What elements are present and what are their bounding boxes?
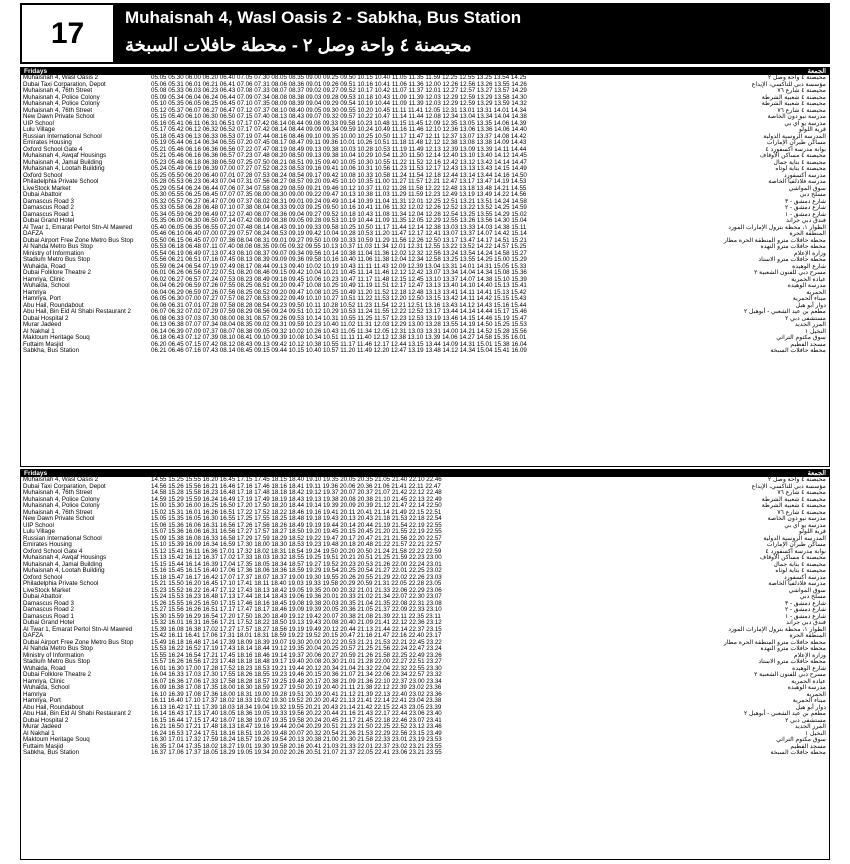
stop-name-en: New Dawn Private School <box>23 515 95 522</box>
stop-name-ar: مسجد الفطيم <box>790 340 826 348</box>
stop-name-ar: شارع دمشق - ١ <box>784 210 826 218</box>
stop-times: 15.13 15.42 16.12 16.37 17.02 17.33 18.03 18.32 18.55 19.25 19.51 20.21 20.51 21.25 21.59 22.23 23.00 <box>151 554 442 561</box>
stop-name-en: Damascus Road 1 <box>23 210 74 218</box>
stop-name-en: Muhaisnah 4, 76th Street <box>23 489 93 496</box>
stop-name-ar: محطة حافلات مترو الاستاد <box>758 658 826 665</box>
stop-times: 05.17 05.42 06.12 06.32 06.52 07.17 07.42 08.14 08.44 09.09 09.34 09.59 10.24 10.49 11.16 11.46 12.10 12.36 13.06 13.36 14.06 14.40 <box>151 126 527 133</box>
stop-name-ar: ميناء الحمرية <box>792 697 826 704</box>
stop-name-en: Futtaim Masjid <box>23 340 64 348</box>
stop-name-ar: مستشفى دبي ٢ <box>785 314 826 322</box>
stop-times: 05.09 05.34 06.04 06.24 06.44 07.09 07.34 08.08 08.38 09.03 09.28 09.53 10.18 10.43 11.09 11.39 12.03 12.29 12.59 13.29 13.58 14.30 <box>151 93 527 101</box>
stop-times: 05.54 06.19 06.49 07.13 07.43 08.10 08.37 09.07 09.34 09.56 10.14 10.38 11.04 11.36 12.02 12.32 12.56 13.24 13.54 14.24 14.58 15.27 <box>151 249 527 257</box>
stop-times: 15.05 15.35 16.05 16.30 16.55 17.25 17.55 18.25 18.48 19.18 19.43 20.13 20.43 21.18 21.53 22.18 22.54 <box>151 515 442 522</box>
stop-times: 05.34 05.59 06.29 06.49 07.12 07.40 08.07 08.36 09.04 09.27 09.52 10.18 10.43 11.08 11.34 12.04 12.28 12.54 13.25 13.55 14.29 15.02 <box>151 210 527 218</box>
stop-name-en: Al Nahda Metro Bus Stop <box>23 645 93 652</box>
stop-times: 06.01 06.26 06.56 07.22 07.51 08.20 08.46 09.15 09.42 10.04 10.21 10.45 11.14 11.46 12.12 12.42 13.07 13.34 14.04 14.34 15.08 15.36 <box>151 269 527 276</box>
stop-name-en: Wuhaida, Road <box>23 664 66 672</box>
stop-name-en: Dubai Abattoir <box>23 593 62 600</box>
stop-name-ar: شارع دمشق - ٢ <box>784 606 826 613</box>
stop-times: 06.06 06.31 07.01 07.28 07.58 08.28 08.54 09.23 09.50 10.11 10.28 10.52 11.23 11.54 12.21 12.51 13.16 13.43 14.12 14.43 15.16 15.44 <box>151 301 527 309</box>
stop-name-ar: محيصنة ٤ شعبية الشرطة <box>761 502 826 509</box>
stop-name-ar: سوق المواشي <box>788 184 826 192</box>
timetable-section-2 <box>20 469 830 860</box>
stop-name-en: Stadium Metro Bus Stop <box>23 256 91 263</box>
stop-times: 15.57 16.26 16.56 17.23 17.48 18.18 18.48 19.17 19.40 20.08 20.30 21.01 21.28 22.00 22.27 22.51 23.27 <box>151 658 442 665</box>
stop-times: 15.24 15.53 16.23 16.48 17.13 17.44 18.14 18.43 19.06 19.36 20.01 20.33 21.02 21.34 22.07 22.30 23.07 <box>151 593 442 600</box>
stop-name-ar: محيصنة ٤ بناية جمال <box>773 560 826 568</box>
stop-times: 15.30 15.59 16.29 16.54 17.20 17.50 18.20 18.49 19.12 19.42 20.07 20.38 21.08 21.39 22.11 22.35 23.11 <box>151 612 441 620</box>
stop-name-en: Dubai Airport Free Zone Metro Bus Stop <box>23 638 134 646</box>
stop-name-en: Emirates Housing <box>23 139 72 146</box>
stop-name-en: DAFZA <box>23 632 44 639</box>
stop-name-ar: محطة حافلات مترو المنطقة الحرة مطار <box>723 236 826 244</box>
section-label-en: Fridays <box>24 68 48 75</box>
stop-name-en: Muhaisnah 4, Police Colony <box>23 495 100 503</box>
stop-name-en: Futtaim Masjid <box>23 742 64 750</box>
stop-name-en: Russian International School <box>23 534 102 542</box>
stop-name-en: UIP School <box>23 119 54 127</box>
stop-name-ar: محيصنة ٤ بناية لوتاه <box>775 165 826 172</box>
stop-name-en: Hamriya <box>23 690 47 698</box>
stop-name-ar: محطة حافلات مترو النهدة <box>760 243 826 250</box>
stop-times: 16.01 16.30 17.00 17.28 17.52 18.23 18.53 19.21 19.44 20.12 20.34 21.04 21.32 22.04 22.32 22.55 23.30 <box>151 664 442 672</box>
stop-name-ar: محطة حافلات مترو النهدة <box>760 645 826 652</box>
stop-name-en: Dubai Hospital 2 <box>23 716 69 724</box>
stop-name-ar: قرية اللولو <box>798 126 826 133</box>
stop-name-ar: عيادة الحمرية <box>791 677 826 685</box>
stop-name-en: Dubai Abattoir <box>23 191 62 198</box>
stop-times: 05.05 05.30 06.00 06.20 06.40 07.05 07.30 08.05 08.35 09.00 09.25 09.50 10.15 10.40 11.05 11.35 11.59 12.25 12.55 13.25 13.54 14.25 <box>151 74 527 81</box>
stop-name-en: Abu Hail, Roundabout <box>23 301 84 309</box>
stop-name-ar: المرر الجديد <box>794 723 826 730</box>
stop-times: 05.40 06.05 06.35 06.55 07.20 07.48 08.14 08.43 09.10 09.33 09.58 10.25 10.50 11.17 11.44 12.14 12.38 13.03 13.33 14.03 14.38 15.11 <box>151 223 527 231</box>
stop-name-en: LiveStock Market <box>23 184 71 192</box>
stop-name-ar: شارع دمشق - ٢ <box>784 204 826 211</box>
stop-times: 15.18 15.47 16.17 16.42 17.07 17.37 18.07 18.37 19.00 19.30 19.55 20.26 20.55 21.29 22.02 22.26 23.03 <box>151 573 442 581</box>
stop-name-ar: بوابة مدرسة أكسفورد ٤ <box>765 145 826 153</box>
stop-name-en: Oxford School Gate 4 <box>23 547 83 555</box>
route-title-en: Muhaisnah 4, Wasl Oasis 2 - Sabkha, Bus Station <box>125 8 522 27</box>
stop-name-ar: فندق دبي جراند <box>786 619 826 626</box>
stop-times: 06.14 06.39 07.09 07.37 08.07 08.38 09.05 09.32 10.02 10.26 10.43 11.05 11.34 12.05 12.31 13.03 13.31 14.00 14.21 14.52 15.28 15.56 <box>151 327 527 335</box>
stop-times: 05.35 06.00 06.30 06.50 07.14 07.42 08.09 08.38 09.05 09.28 09.53 10.19 10.44 11.09 11.35 12.05 12.29 12.55 13.26 13.56 14.30 15.04 <box>151 217 527 224</box>
stop-name-ar: قرية اللولو <box>798 528 826 535</box>
stop-name-ar: مؤسسة دبي للتاكسي، الإيداع <box>751 482 826 490</box>
stop-name-en: Muhaisnah 4, 76th Street <box>23 87 93 94</box>
stop-times: 15.39 16.08 16.38 17.02 17.27 17.57 18.27 18.56 19.19 19.49 20.12 20.44 21.13 21.44 22.14 22.37 23.15 <box>151 625 442 633</box>
stop-name-en: LiveStock Market <box>23 586 71 594</box>
stop-name-ar: فندق دبي جراند <box>786 217 826 224</box>
stop-times: 05.18 05.43 06.13 06.33 06.53 07.19 07.44 08.16 08.46 09.10 09.35 10.00 10.25 10.50 11.17 11.47 12.11 12.37 13.07 13.37 14.08 14.42 <box>151 132 527 140</box>
stop-times: 05.50 06.15 06.45 07.07 07.36 08.04 08.31 09.01 09.27 09.50 10.09 10.33 10.59 11.29 11.56 12.26 12.50 13.17 13.47 14.17 14.51 15.21 <box>151 236 527 244</box>
stop-name-en: Hamriya, Clinic <box>23 275 65 283</box>
stop-times: 15.27 15.56 16.26 16.51 17.17 17.47 18.17 18.46 19.09 19.39 20.05 20.36 21.05 21.37 22.09 22.33 23.10 <box>151 606 442 613</box>
route-title-ar: محيصنة ٤ واحة وصل ٢ - محطة حافلات السبخة <box>125 35 472 55</box>
stop-name-en: Philadelphia Private School <box>23 178 99 185</box>
stop-name-en: New Dawn Private School <box>23 113 95 120</box>
stop-list <box>21 477 829 757</box>
stop-name-ar: مسرح دبي للفنون الشعبية ٢ <box>754 269 826 276</box>
stop-name-en: Al Twar 1, Emarat Pertol Stn-Al Mawred <box>23 223 133 231</box>
stop-name-ar: مدرسة أكسفورد <box>783 171 826 179</box>
stop-name-en: Muhaisnah 4, Awqaf Housings <box>23 554 107 561</box>
stop-times: 05.19 05.44 06.14 06.34 06.55 07.20 07.45 08.17 08.47 09.11 09.36 10.01 10.26 10.51 11.18 11.48 12.12 12.38 13.08 13.38 14.09 14.43 <box>151 139 527 146</box>
section-label-ar: الجمعة <box>807 470 826 477</box>
stop-times: 05.56 06.21 06.51 07.16 07.45 08.13 08.39 09.09 09.36 09.58 10.16 10.40 11.06 11.38 12.04 12.34 12.58 13.25 13.55 14.25 15.00 15.29 <box>151 256 527 263</box>
stop-name-en: Stadium Metro Bus Stop <box>23 658 91 665</box>
stop-name-ar: محيصنة ٤ شعبية الشرطة <box>761 100 826 107</box>
stop-row <box>21 750 829 757</box>
stop-times: 06.20 06.45 07.15 07.42 08.12 08.43 09.13 09.42 10.12 10.38 10.55 11.17 11.46 12.17 12.44 13.15 13.44 14.09 14.31 15.01 15.38 16.04 <box>151 340 527 348</box>
stop-name-en: Sabkha, Bus Station <box>23 749 80 756</box>
stop-name-ar: المدرسة الروسية الدولية <box>763 132 826 140</box>
stop-times: 14.56 15.26 15.56 16.21 16.46 17.16 17.46 18.16 18.41 19.11 19.36 20.06 20.36 21.06 21.41 22.11 22.47 <box>151 482 441 490</box>
stop-name-en: Lulu Village <box>23 528 55 535</box>
stop-times: 05.46 06.10 06.40 07.00 07.29 07.57 08.24 08.53 09.19 09.42 10.04 10.28 10.53 11.20 11.47 12.17 12.41 13.07 13.37 14.07 14.42 15.14 <box>151 230 527 237</box>
stop-name-ar: وزارة الإعلام <box>793 249 826 257</box>
stop-name-en: Hamriya, Port <box>23 295 61 302</box>
stop-name-ar: الطوار ١، محطة بترول الإمارات المورد <box>728 625 826 633</box>
stop-times: 06.13 06.38 07.07 07.34 08.04 08.35 09.02 09.31 09.59 10.23 10.40 11.02 11.31 12.03 12.29 13.00 13.28 13.55 14.19 14.50 15.25 15.53 <box>151 321 527 328</box>
stop-name-ar: بوابة مدرسة أكسفورد ٤ <box>765 547 826 555</box>
stop-name-ar: مدرسة الوهيدة <box>787 282 826 289</box>
stop-name-ar: محيصنة ٤ بناية لوتاه <box>775 567 826 574</box>
stop-name-en: Hamriya, Clinic <box>23 677 65 685</box>
stop-times: 14.55 15.25 15.55 16.20 16.45 17.15 17.45 18.15 18.40 19.10 19.35 20.05 20.35 21.05 21.40 22.10 22.46 <box>151 476 442 483</box>
stop-name-ar: مدرسة يو آي بي <box>784 119 826 127</box>
stop-times: 15.16 15.45 16.15 16.40 17.06 17.36 18.06 18.36 18.59 19.29 19.54 20.25 20.54 21.27 22.01 22.25 23.02 <box>151 567 442 574</box>
stop-name-en: DAFZA <box>23 230 44 237</box>
stop-times: 15.15 15.44 16.14 16.39 17.04 17.35 18.05 18.34 18.57 19.27 19.52 20.23 20.53 21.26 22.00 22.24 23.01 <box>151 560 442 568</box>
stop-times: 06.07 06.32 07.02 07.29 07.59 08.29 08.56 09.24 09.51 10.12 10.29 10.53 11.24 11.55 12.22 12.52 13.17 13.44 14.14 14.44 15.17 15.46 <box>151 308 527 315</box>
stop-times: 06.08 06.33 07.03 07.30 08.00 08.31 08.57 09.26 09.53 10.14 10.31 10.55 11.25 11.57 12.23 12.53 13.19 13.46 14.15 14.46 15.19 15.47 <box>151 314 527 322</box>
stop-name-ar: مدرسة أكسفورد <box>783 573 826 581</box>
stop-name-en: Lulu Village <box>23 126 55 133</box>
stop-name-ar: ميناء الحمرية <box>792 295 826 302</box>
stop-name-ar: محطة حافلات مترو الاستاد <box>758 256 826 263</box>
stop-times: 05.59 06.24 06.54 07.19 07.49 08.17 08.44 09.13 09.40 10.02 10.19 10.43 11.11 11.43 12.09 12.39 13.04 13.31 14.01 14.31 15.05 15.33 <box>151 262 527 270</box>
section-label-en: Fridays <box>24 470 48 477</box>
stop-times: 16.30 17.01 17.32 17.59 18.24 18.57 19.26 19.54 20.13 20.38 21.00 21.30 21.58 22.33 23.01 23.19 23.53 <box>151 736 442 743</box>
stop-name-en: Dubai Folklore Theatre 2 <box>23 269 91 276</box>
stop-name-ar: مدرسة نيو دون الخاصة <box>767 515 826 522</box>
stop-times: 15.02 15.31 16.01 16.26 16.51 17.22 17.52 18.22 18.46 19.16 19.41 20.11 20.41 21.14 21.49 22.15 22.51 <box>151 508 442 516</box>
stop-name-ar: شارع دمشق - ١ <box>784 612 826 620</box>
stop-times: 05.53 06.18 06.48 07.11 07.40 08.08 08.35 09.05 09.32 09.55 10.13 10.37 11.03 11.34 12.01 12.31 12.55 13.22 13.52 14.22 14.57 15.25 <box>151 243 527 250</box>
stop-name-ar: مدرسة نيو دون الخاصة <box>767 113 826 120</box>
stop-name-en: Maktoum Heritage Souq <box>23 736 90 743</box>
stop-name-en: Dubai Taxi Corparation, Depot <box>23 482 106 490</box>
stop-name-ar: محيصنة ٤ شعبية الشرطة <box>761 495 826 503</box>
stop-name-en: Wuhaida, School <box>23 282 70 289</box>
stop-times: 06.05 06.30 07.00 07.27 07.57 08.27 08.53 09.22 09.49 10.10 10.27 10.51 11.22 11.53 12.20 12.50 13.15 13.42 14.11 14.42 15.15 15.43 <box>151 295 527 302</box>
stop-name-ar: مدرسة فلادلفيا الخاصة <box>768 178 826 185</box>
stop-name-ar: مستشفى دبي ٢ <box>785 716 826 724</box>
stop-name-en: Muhaisnah 4, Police Colony <box>23 100 100 107</box>
stop-name-en: Wuhaida, Road <box>23 262 66 270</box>
stop-name-en: Muhaisnah 4, Lootah Building <box>23 165 105 172</box>
stop-name-ar: عيادة الحمرية <box>791 275 826 283</box>
stop-times: 05.25 05.50 06.20 06.40 07.01 07.28 07.53 08.24 08.54 09.17 09.42 10.08 10.33 10.58 11.24 11.54 12.18 12.44 13.14 13.44 14.16 14.50 <box>151 171 527 179</box>
stop-name-en: Oxford School Gate 4 <box>23 145 83 153</box>
stop-times: 16.11 16.40 17.10 17.37 18.02 18.33 19.02 19.30 19.52 20.20 20.42 21.13 21.41 22.14 22.41 23.04 23.38 <box>151 697 442 704</box>
stop-name-ar: مدرسة فلادلفيا الخاصة <box>768 580 826 587</box>
stop-name-ar: المدرسة الروسية الدولية <box>763 534 826 542</box>
stop-row <box>21 348 829 355</box>
stop-times: 06.21 06.46 07.16 07.43 08.14 08.45 09.15 09.44 10.15 10.40 10.57 11.20 11.49 12.20 12.47 13.19 13.48 14.12 14.34 15.04 15.41 16.09 <box>151 347 527 354</box>
stop-times: 15.21 15.50 16.20 16.45 17.10 17.41 18.11 18.40 19.03 19.33 19.58 20.29 20.59 21.31 22.05 22.28 23.05 <box>151 580 442 587</box>
stop-name-ar: شارع الوهيدة <box>792 664 826 672</box>
stop-name-en: Dubai Taxi Corparation, Depot <box>23 80 106 88</box>
stop-name-ar: محيصنة ٤ مساكن الأوقاف <box>759 554 826 561</box>
stop-name-ar: الطوار ١، محطة بترول الإمارات المورد <box>728 223 826 231</box>
stop-name-ar: سوق مكتوم التراثي <box>776 736 826 743</box>
stop-name-en: Murar Jadeed <box>23 321 62 328</box>
stop-times: 05.21 05.46 06.16 06.36 06.57 07.23 07.48 08.20 08.50 09.13 09.38 10.04 10.29 10.54 11.20 11.50 12.14 12.40 13.10 13.40 14.12 14.45 <box>151 152 527 159</box>
stop-times: 06.04 06.29 06.59 07.26 07.55 08.25 08.51 09.20 09.47 10.08 10.25 10.49 11.19 11.51 12.17 12.47 13.13 13.40 14.10 14.40 15.13 15.41 <box>151 282 527 289</box>
timetable-section-1 <box>20 67 830 467</box>
stop-name-en: Muhaisnah 4, Jamal Building <box>23 158 103 166</box>
stop-name-en: Oxford School <box>23 171 63 179</box>
stop-name-en: Wuhaida, School <box>23 684 70 691</box>
stop-name-en: Abu Hail, Bin Eid Al Shabi Restaurant 2 <box>23 308 131 315</box>
stop-name-en: UIP School <box>23 521 54 529</box>
stop-name-ar: مسجد الفطيم <box>790 742 826 750</box>
stop-name-ar: الحمرية <box>806 690 826 698</box>
stop-name-ar: محطة حافلات السبخة <box>770 749 826 756</box>
stop-name-ar: مسلخ دبي <box>799 191 826 198</box>
stop-name-ar: محيصنة ٤ شارع ٧٦ <box>777 489 826 496</box>
stop-name-ar: محيصنة ٤ بناية جمال <box>773 158 826 166</box>
stop-times: 16.37 17.06 17.37 18.05 18.29 19.05 19.34 20.02 20.26 20.51 21.07 21.37 22.05 22.41 23.06 23.21 23.55 <box>151 749 442 756</box>
stop-name-en: Damascus Road 3 <box>23 599 74 607</box>
stop-name-ar: محيصنة ٤ شارع ٧٦ <box>777 87 826 94</box>
stop-name-en: Dubai Grand Hotel <box>23 217 75 224</box>
stop-name-ar: دوار أبو هيل <box>795 703 826 711</box>
stop-times: 15.26 15.55 16.25 16.50 17.15 17.46 18.16 18.45 19.08 19.38 20.03 20.35 21.04 21.35 22.08 22.31 23.08 <box>151 599 442 607</box>
stop-name-en: Abu Hail, Roundabout <box>23 703 84 711</box>
stop-times: 05.33 05.58 06.28 06.48 07.10 07.38 08.04 08.33 09.03 09.25 09.50 10.16 10.41 11.06 11.32 12.02 12.26 12.52 13.22 13.52 14.25 14.59 <box>151 204 527 211</box>
stop-name-en: Muhaisnah 4, Wasl Oasis 2 <box>23 74 99 81</box>
stop-name-en: Muhaisnah 4, Awqaf Housings <box>23 152 107 159</box>
stop-name-en: Dubai Hospital 2 <box>23 314 69 322</box>
stop-name-en: Maktoum Heritage Souq <box>23 334 90 341</box>
stop-name-ar: مدرسة يو آي بي <box>784 521 826 529</box>
stop-name-en: Muhaisnah 4, Police Colony <box>23 93 100 101</box>
stop-name-en: Muhaisnah 4, Lootah Building <box>23 567 105 574</box>
stop-name-ar: شارع الوهيدة <box>792 262 826 270</box>
stop-times: 16.14 16.43 17.13 17.40 18.05 18.36 19.05 19.33 19.56 20.22 20.44 21.16 21.43 22.17 22.44 23.06 23.40 <box>151 710 442 717</box>
stop-times: 06.04 06.29 06.59 07.26 07.56 08.25 08.52 09.20 09.47 10.08 10.25 10.49 11.20 11.52 12.18 12.48 13.13 13.41 14.11 14.41 15.13 15.42 <box>151 288 527 296</box>
stop-times: 05.30 05.55 06.25 06.45 07.07 07.35 08.00 08.30 09.00 09.22 09.47 10.13 10.38 11.03 11.29 11.59 12.23 12.49 13.19 13.49 14.22 14.56 <box>151 191 527 198</box>
stop-times: 16.15 16.44 17.15 17.42 18.07 18.38 19.07 19.35 19.58 20.24 20.45 21.17 21.45 22.18 22.46 23.07 23.41 <box>151 716 442 724</box>
stop-times: 16.35 17.04 17.35 18.02 18.27 19.01 19.30 19.58 20.16 20.41 21.03 21.33 22.01 22.37 23.02 23.21 23.55 <box>151 742 442 750</box>
stop-name-ar: محيصنة ٤ شارع ٧٦ <box>777 106 826 114</box>
stop-name-ar: مدرسة الوهيدة <box>787 684 826 691</box>
stop-name-en: Hamriya, Port <box>23 697 61 704</box>
stop-name-ar: النخيل ١ <box>804 729 826 737</box>
stop-name-en: Damascus Road 1 <box>23 612 74 620</box>
stop-times: 05.10 05.35 06.05 06.25 06.45 07.10 07.35 08.09 08.39 09.04 09.29 09.54 10.19 10.44 11.09 11.39 12.03 12.29 12.59 13.29 13.59 14.32 <box>151 100 527 107</box>
route-header <box>20 3 830 64</box>
stop-times: 15.23 15.52 16.22 16.47 17.12 17.43 18.13 18.42 19.05 19.35 20.00 20.32 21.01 21.33 22.06 22.29 23.06 <box>151 586 442 594</box>
stop-times: 05.21 05.46 06.16 06.36 06.56 07.22 07.47 08.19 08.49 09.13 09.38 10.03 10.28 10.53 11.19 11.49 12.13 12.39 13.09 13.39 14.11 14.44 <box>151 145 527 153</box>
stop-times: 15.10 15.39 16.09 16.34 16.59 17.30 18.00 18.30 18.53 19.23 19.48 20.18 20.48 21.22 21.57 22.21 22.57 <box>151 541 442 548</box>
stop-name-ar: الحمرية <box>806 288 826 296</box>
stop-name-ar: محطة حافلات مترو المنطقة الحرة مطار <box>723 638 826 646</box>
stop-times: 16.21 16.50 17.21 17.48 18.13 18.47 19.16 19.44 20.04 20.29 20.51 21.23 21.50 22.25 22.52 23.12 23.46 <box>151 723 442 730</box>
stop-name-en: Dubai Folklore Theatre 2 <box>23 671 91 678</box>
stop-name-ar: شارع دمشق - ٣ <box>784 197 826 205</box>
stop-times: 15.32 16.01 16.31 16.56 17.21 17.52 18.22 18.50 19.13 19.43 20.08 20.40 21.09 21.41 22.12 22.36 23.12 <box>151 619 442 626</box>
stop-name-ar: مساكن طيران الإمارات <box>766 541 826 548</box>
stop-times: 15.42 16.11 16.41 17.06 17.31 18.01 18.31 18.59 19.22 19.52 20.15 20.47 21.16 21.47 22.16 22.40 23.17 <box>151 632 442 639</box>
stop-times: 16.10 16.39 17.08 17.36 18.00 18.31 19.00 19.28 19.51 20.19 20.41 21.12 21.39 22.13 22.40 23.02 23.36 <box>151 690 442 698</box>
stop-times: 15.09 15.38 16.08 16.33 16.58 17.29 17.59 18.29 18.52 19.22 19.47 20.17 20.47 21.21 21.56 22.20 22.57 <box>151 534 442 542</box>
stop-name-ar: النخيل ١ <box>804 327 826 335</box>
stop-times: 06.18 06.43 07.12 07.39 08.10 08.41 09.10 09.39 10.08 10.34 10.51 11.11 11.40 12.12 12.38 13.10 13.39 14.06 14.27 14.58 15.35 16.01 <box>151 334 527 341</box>
stop-name-en: Al Nakhal 1 <box>23 327 55 335</box>
stop-times: 05.16 05.41 06.11 06.31 06.51 07.17 07.42 08.14 08.44 09.08 09.33 09.58 10.23 10.48 11.15 11.45 12.09 12.35 13.05 13.35 14.06 14.39 <box>151 119 527 127</box>
stop-name-en: Muhaisnah 4, 76th Street <box>23 508 93 516</box>
stop-name-ar: سوق مكتوم التراثي <box>776 334 826 341</box>
stop-name-ar: شارع دمشق - ٣ <box>784 599 826 607</box>
stop-name-en: Ministry of Information <box>23 249 84 257</box>
stop-times: 15.06 15.36 16.06 16.31 16.56 17.26 17.56 18.26 18.49 19.19 19.44 20.14 20.44 21.19 21.54 22.19 22.55 <box>151 521 442 529</box>
stop-name-ar: محيصنة ٤ شارع ٧٦ <box>777 508 826 516</box>
stop-name-en: Dubai Airport Free Zone Metro Bus Stop <box>23 236 134 244</box>
stop-name-en: Damascus Road 2 <box>23 204 74 211</box>
stop-name-en: Dubai Grand Hotel <box>23 619 75 626</box>
stop-times: 15.53 16.22 16.52 17.19 17.43 18.14 18.44 19.12 19.35 20.04 20.25 20.57 21.25 21.56 22.24 22.47 23.24 <box>151 645 442 652</box>
stop-name-en: Hamriya <box>23 288 47 296</box>
route-number: 17 <box>22 5 113 62</box>
stop-list <box>21 75 829 355</box>
stop-times: 06.02 06.27 06.57 07.24 07.53 08.23 08.49 09.18 09.45 10.06 10.23 10.47 11.17 11.48 12.15 12.45 13.10 13.37 14.07 14.38 15.10 15.39 <box>151 275 527 283</box>
stop-times: 05.28 05.53 06.23 06.43 07.04 07.31 07.56 08.27 08.57 09.20 09.45 10.10 10.35 11.00 11.27 11.57 12.21 12.47 13.17 13.47 14.19 14.53 <box>151 178 527 185</box>
stop-times: 15.07 15.36 16.06 16.31 16.56 17.27 17.57 18.27 18.50 19.20 19.45 20.15 20.45 21.20 21.55 22.19 22.55 <box>151 528 442 535</box>
stop-name-en: Damascus Road 3 <box>23 197 74 205</box>
stop-name-ar: مسرح دبي للفنون الشعبية ٢ <box>754 671 826 678</box>
stop-name-ar: وزارة الإعلام <box>793 651 826 659</box>
stop-name-en: Muhaisnah 4, Wasl Oasis 2 <box>23 476 99 483</box>
stop-name-ar: المرر الجديد <box>794 321 826 328</box>
stop-times: 05.08 05.33 06.03 06.23 06.43 07.08 07.33 08.07 08.37 09.02 09.27 09.52 10.17 10.42 11.07 11.37 12.01 12.27 12.57 13.27 13.57 14.29 <box>151 87 527 94</box>
stop-name-ar: محيصنة ٤ واحة وصل ٢ <box>767 74 826 81</box>
stop-times: 05.12 05.37 06.07 06.27 06.47 07.12 07.37 08.10 08.40 09.05 09.30 09.55 10.20 10.45 11.11 11.41 12.05 12.31 13.01 13.31 14.01 14.34 <box>151 106 527 114</box>
stop-name-en: Al Twar 1, Emarat Pertol Stn-Al Mawred <box>23 625 133 633</box>
stop-name-ar: مسلخ دبي <box>799 593 826 600</box>
stop-times: 05.23 05.48 06.18 06.38 06.59 07.25 07.50 08.21 08.51 09.15 09.40 10.05 10.30 10.55 11.22 11.52 12.16 12.42 13.12 13.42 14.14 14.47 <box>151 158 527 166</box>
stop-name-en: Al Nahda Metro Bus Stop <box>23 243 93 250</box>
stop-times: 05.15 05.40 06.10 06.30 06.50 07.15 07.40 08.13 08.43 09.07 09.32 09.57 10.22 10.47 11.14 11.44 12.08 12.34 13.04 13.34 14.04 14.38 <box>151 113 527 120</box>
stop-name-en: Sabkha, Bus Station <box>23 347 80 354</box>
stop-name-en: Abu Hail, Bin Eid Al Shabi Restaurant 2 <box>23 710 131 717</box>
stop-name-ar: المنطقة الحرة <box>789 230 826 237</box>
stop-times: 16.13 16.42 17.11 17.39 18.03 18.34 19.04 19.32 19.55 20.21 20.43 21.14 21.42 22.15 22.43 23.05 23.39 <box>151 703 442 711</box>
stop-name-en: Muhaisnah 4, 76th Street <box>23 106 93 114</box>
stop-name-ar: مطعم بن عيد الشعبي - أبوهيل ٢ <box>743 308 826 315</box>
stop-times: 15.12 15.41 16.11 16.36 17.01 17.32 18.02 18.31 18.54 19.24 19.50 20.20 20.50 21.24 21.58 22.22 22.59 <box>151 547 442 555</box>
stop-name-ar: مطعم بن عيد الشعبي - أبوهيل ٢ <box>743 710 826 717</box>
stop-name-en: Russian International School <box>23 132 102 140</box>
section-label-ar: الجمعة <box>807 68 826 75</box>
stop-times: 16.07 16.36 17.06 17.33 17.58 18.28 18.57 19.25 19.48 20.17 20.38 21.09 21.36 22.10 22.37 23.00 23.34 <box>151 677 442 685</box>
stop-name-ar: المنطقة الحرة <box>789 632 826 639</box>
stop-times: 15.49 16.18 16.48 17.14 17.39 18.09 18.39 19.07 19.30 20.00 20.22 20.53 21.21 21.53 22.21 22.45 23.22 <box>151 638 442 646</box>
stop-name-en: Damascus Road 2 <box>23 606 74 613</box>
stop-name-en: Muhaisnah 4, Jamal Building <box>23 560 103 568</box>
stop-name-ar: محيصنة ٤ شعبية الشرطة <box>761 93 826 101</box>
stop-name-en: Ministry of Information <box>23 651 84 659</box>
stop-times: 15.00 15.30 16.00 16.25 16.50 17.20 17.50 18.20 18.44 19.14 19.39 20.09 20.39 21.12 21.47 22.14 22.50 <box>151 502 442 509</box>
stop-name-ar: محيصنة ٤ واحة وصل ٢ <box>767 476 826 483</box>
stop-name-en: Emirates Housing <box>23 541 72 548</box>
stop-name-ar: دوار أبو هيل <box>795 301 826 309</box>
stop-name-en: Philadelphia Private School <box>23 580 99 587</box>
stop-name-ar: محطة حافلات السبخة <box>770 347 826 354</box>
stop-times: 05.32 05.57 06.27 06.47 07.09 07.37 08.02 08.31 09.01 09.24 09.49 10.14 10.39 11.04 11.31 12.01 12.25 12.51 13.21 13.51 14.24 14.58 <box>151 197 527 205</box>
stop-name-en: Muhaisnah 4, Police Colony <box>23 502 100 509</box>
stop-name-en: Oxford School <box>23 573 63 581</box>
stop-times: 05.24 05.49 06.19 06.39 07.00 07.27 07.52 08.23 08.53 09.16 09.41 10.06 10.31 10.56 11.23 11.53 12.17 12.43 13.13 13.43 14.15 14.49 <box>151 165 527 172</box>
stop-times: 05.06 05.31 06.01 06.21 06.41 07.06 07.31 08.06 08.36 09.01 09.26 09.51 10.16 10.41 11.06 11.36 12.00 12.26 12.56 13.26 13.55 14.26 <box>151 80 527 88</box>
stop-times: 16.24 16.53 17.24 17.51 18.16 18.51 19.20 19.48 20.07 20.32 20.54 21.26 21.53 22.29 22.56 23.15 23.49 <box>151 729 442 737</box>
stop-times: 05.29 05.54 06.24 06.44 07.06 07.34 07.58 08.29 08.59 09.21 09.46 10.12 10.37 11.02 11.28 11.58 12.22 12.48 13.18 13.48 14.21 14.55 <box>151 184 527 192</box>
stop-times: 16.04 16.33 17.03 17.30 17.55 18.26 18.55 19.23 19.46 20.15 20.36 21.07 21.34 22.06 22.34 22.57 23.32 <box>151 671 442 678</box>
stop-times: 14.59 15.29 15.59 16.24 16.49 17.19 17.49 18.19 18.43 19.13 19.38 20.08 20.38 21.10 21.45 22.13 22.49 <box>151 495 442 503</box>
stop-name-ar: مساكن طيران الإمارات <box>766 139 826 146</box>
stop-times: 15.55 16.24 16.54 17.21 17.45 18.16 18.46 19.14 19.37 20.06 20.27 20.59 21.26 21.58 22.25 22.49 23.26 <box>151 651 442 659</box>
stop-name-ar: محيصنة ٤ مساكن الأوقاف <box>759 152 826 159</box>
stop-name-ar: مؤسسة دبي للتاكسي، الإيداع <box>751 80 826 88</box>
stop-times: 16.09 16.38 17.08 17.35 18.00 18.30 18.59 19.27 19.50 20.19 20.40 21.11 21.38 22.12 22.39 23.02 23.36 <box>151 684 442 691</box>
stop-name-ar: سوق المواشي <box>788 586 826 594</box>
stop-name-en: Murar Jadeed <box>23 723 62 730</box>
stop-times: 14.58 15.28 15.58 16.23 16.48 17.18 17.48 18.18 18.42 19.12 19.37 20.07 20.37 21.07 21.42 22.12 22.48 <box>151 489 442 496</box>
stop-name-en: Al Nakhal 1 <box>23 729 55 737</box>
